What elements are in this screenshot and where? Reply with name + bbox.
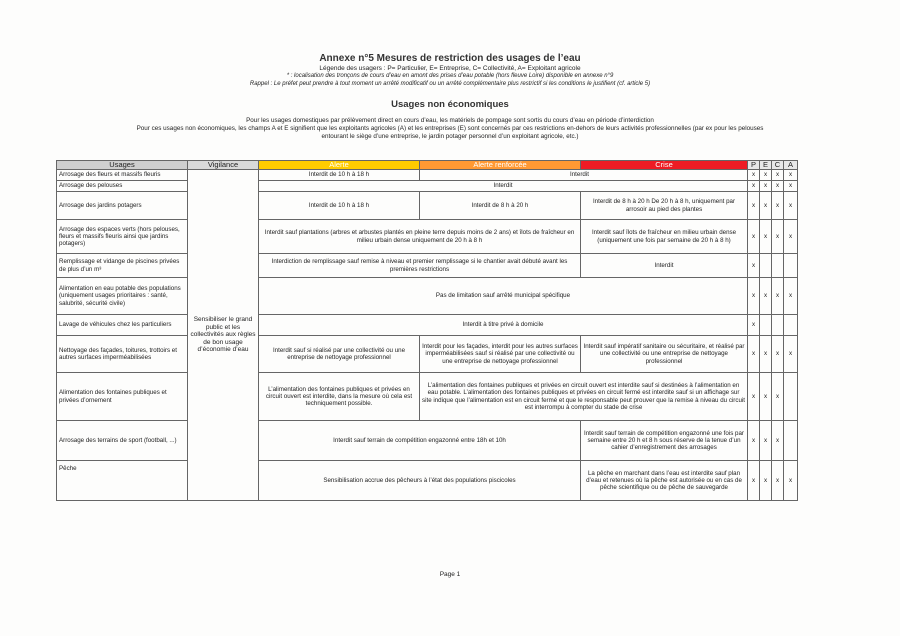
crise-cell: Interdit <box>581 254 748 278</box>
merged-cell: Interdit à titre privé à domicile <box>259 315 748 336</box>
p-mark: x <box>748 373 760 421</box>
p-mark: x <box>748 220 760 254</box>
alerte-cell: L’alimentation des fontaines publiques et privées en circuit ouvert est interdite, dans la mesure où cela est techniquement possible. <box>259 373 420 421</box>
table-row <box>57 373 798 421</box>
c-mark: x <box>772 170 784 181</box>
e-mark: x <box>760 461 772 501</box>
alerte-cell: Interdit de 10 h à 18 h <box>259 192 420 220</box>
a-mark <box>784 254 798 278</box>
legend-text: Légende des usagers : P= Particulier, E= Entreprise, C= Collectivité, A= Exploitant agricole <box>319 65 581 72</box>
crise-cell: La pêche en marchant dans l’eau est interdite sauf plan d’eau et retenues où la pêche est autorisée ou en cas de pêche scientifique ou de pêche de sauvegarde <box>581 461 748 501</box>
merged-cell: L’alimentation des fontaines publiques et privées en circuit ouvert est interdite sauf si destinées à l’alimentation en eau potable. L’alimentation des fontaines publiques et privées en circuit fermé est interdite sauf si un affichage sur site indique que l’alimentation est en circuit fermé et que le responsable peut prouver que la remise à niveau du circuit est interrompu à compter du stade de crise <box>420 373 748 421</box>
table-row <box>57 315 798 336</box>
c-mark: x <box>772 421 784 461</box>
p-mark: x <box>748 336 760 373</box>
table-row <box>57 220 798 254</box>
p-mark: x <box>748 315 760 336</box>
a-mark <box>784 373 798 421</box>
merged-cell: Interdit sauf terrain de compétition engazonné entre 18h et 10h <box>259 421 581 461</box>
section-subtitle: Usages non économiques <box>391 99 509 110</box>
intro-line-3: entourant le siège d’une entreprise, le jardin potager personnel d’un exploitant agricole, etc.) <box>321 133 579 140</box>
p-mark: x <box>748 170 760 181</box>
localisation-note: * : localisation des tronçons de cours d’eau en amont des prises d’eau potable (hors fleuve Loire) disponible en annexe n°9 <box>286 73 614 79</box>
e-mark: x <box>760 170 772 181</box>
c-mark: x <box>772 220 784 254</box>
c-mark: x <box>772 373 784 421</box>
col-crise: Crise <box>581 161 748 170</box>
c-mark: x <box>772 181 784 192</box>
usage-cell: Remplissage et vidange de piscines privées de plus d’un m³ <box>57 254 188 278</box>
a-mark: x <box>784 192 798 220</box>
usage-cell: Lavage de véhicules chez les particuliers <box>57 315 188 336</box>
table-row <box>57 336 798 373</box>
restriction-table <box>56 160 798 501</box>
renforcee-cell: Interdit de 8 h à 20 h <box>420 192 581 220</box>
crise-cell: Interdit sauf terrain de compétition engazonné une fois par semaine entre 20 h et 8 h sous réserve de la tenue d’un cahier d’enregistrement des arrosages <box>581 421 748 461</box>
c-mark <box>772 315 784 336</box>
p-mark: x <box>748 254 760 278</box>
c-mark: x <box>772 461 784 501</box>
p-mark: x <box>748 192 760 220</box>
a-mark: x <box>784 220 798 254</box>
usage-cell: Nettoyage des façades, toitures, trottoirs et autres surfaces imperméabilisées <box>57 336 188 373</box>
usage-cell: Arrosage des pelouses <box>57 181 188 192</box>
usage-cell: Arrosage des terrains de sport (football, ...) <box>57 421 188 461</box>
c-mark: x <box>772 278 784 315</box>
usage-cell: Pêche <box>57 461 188 501</box>
table-row <box>57 421 798 461</box>
crise-cell: Interdit sauf impératif sanitaire ou sécuritaire, et réalisé par une collectivité ou une entreprise de nettoyage professionnel <box>581 336 748 373</box>
col-c: C <box>772 161 784 170</box>
a-mark: x <box>784 336 798 373</box>
e-mark: x <box>760 336 772 373</box>
c-mark: x <box>772 336 784 373</box>
a-mark: x <box>784 461 798 501</box>
crise-cell: Interdit de 8 h à 20 h De 20 h à 8 h, uniquement par arrosoir au pied des plantes <box>581 192 748 220</box>
document-title: Annexe n°5 Mesures de restriction des usages de l’eau <box>319 53 581 64</box>
e-mark: x <box>760 421 772 461</box>
col-p: P <box>748 161 760 170</box>
a-mark: x <box>784 170 798 181</box>
col-e: E <box>760 161 772 170</box>
p-mark: x <box>748 461 760 501</box>
usage-cell: Alimentation des fontaines publiques et privées d’ornement <box>57 373 188 421</box>
p-mark: x <box>748 181 760 192</box>
col-usages: Usages <box>57 161 188 170</box>
e-mark: x <box>760 278 772 315</box>
col-alerte-renforcee: Alerte renforcée <box>420 161 581 170</box>
col-alerte: Alerte <box>259 161 420 170</box>
table-row <box>57 170 798 181</box>
p-mark: x <box>748 421 760 461</box>
page-number: Page 1 <box>439 571 461 578</box>
table-row <box>57 254 798 278</box>
table-row <box>57 278 798 315</box>
merged-cell: Pas de limitation sauf arrêté municipal spécifique <box>259 278 748 315</box>
usage-cell: Alimentation en eau potable des populations (uniquement usages prioritaires : santé, salubrité, sécurité civile) <box>57 278 188 315</box>
table-row <box>57 181 798 192</box>
table-header-row <box>57 161 798 170</box>
a-mark: x <box>784 278 798 315</box>
merged-cell: Sensibilisation accrue des pêcheurs à l’état des populations piscicoles <box>259 461 581 501</box>
merged-cell: Interdiction de remplissage sauf remise à niveau et premier remplissage si le chantier avait débuté avant les premières restrictions <box>259 254 581 278</box>
usage-cell: Arrosage des jardins potagers <box>57 192 188 220</box>
col-a: A <box>784 161 798 170</box>
a-mark <box>784 315 798 336</box>
a-mark: x <box>784 181 798 192</box>
c-mark: x <box>772 192 784 220</box>
merged-cell: Interdit <box>259 181 748 192</box>
usage-cell: Arrosage des fleurs et massifs fleuris <box>57 170 188 181</box>
e-mark: x <box>760 373 772 421</box>
crise-cell: Interdit sauf îlots de fraîcheur en milieu urbain dense (uniquement une fois par semaine de 20 h à 8 h) <box>581 220 748 254</box>
alerte-cell: Interdit sauf si réalisé par une collectivité ou une entreprise de nettoyage professionnel <box>259 336 420 373</box>
p-mark: x <box>748 278 760 315</box>
renforcee-cell: Interdit pour les façades, interdit pour les autres surfaces imperméabilisées sauf si réalisé par une collectivité ou une entreprise de nettoyage professionnel <box>420 336 581 373</box>
usage-cell: Arrosage des espaces verts (hors pelouses, fleurs et massifs fleuris ainsi que jardins potagers) <box>57 220 188 254</box>
intro-line-2: Pour ces usages non économiques, les champs A et E signifient que les exploitants agricoles (A) et les entreprises (E) sont concernés par ces restrictions en-dehors de leurs activités professionnelles (par ex pour les pelouses <box>136 125 764 132</box>
e-mark <box>760 315 772 336</box>
rappel-note: Rappel : Le préfet peut prendre à tout moment un arrêté modificatif ou un arrêté complémentaire plus restrictif si les conditions le justifient (cf. article 5) <box>249 81 651 87</box>
merged-cell: Interdit <box>420 170 748 181</box>
alerte-cell: Interdit de 10 h à 18 h <box>259 170 420 181</box>
c-mark <box>772 254 784 278</box>
merged-cell: Interdit sauf plantations (arbres et arbustes plantés en pleine terre depuis moins de 2 ans) et îlots de fraîcheur en milieu urbain dense uniquement de 20 h à 8 h <box>259 220 581 254</box>
intro-line-1: Pour les usages domestiques par prélèvement direct en cours d’eau, les matériels de pompage sont sortis du cours d’eau en période d’interdiction <box>246 117 654 124</box>
e-mark <box>760 254 772 278</box>
col-vigilance: Vigilance <box>188 161 259 170</box>
table-row <box>57 461 798 501</box>
table-row <box>57 192 798 220</box>
e-mark: x <box>760 192 772 220</box>
e-mark: x <box>760 220 772 254</box>
vigilance-cell: Sensibiliser le grand public et les collectivités aux règles de bon usage d’économie d’eau <box>188 170 259 501</box>
e-mark: x <box>760 181 772 192</box>
a-mark <box>784 421 798 461</box>
